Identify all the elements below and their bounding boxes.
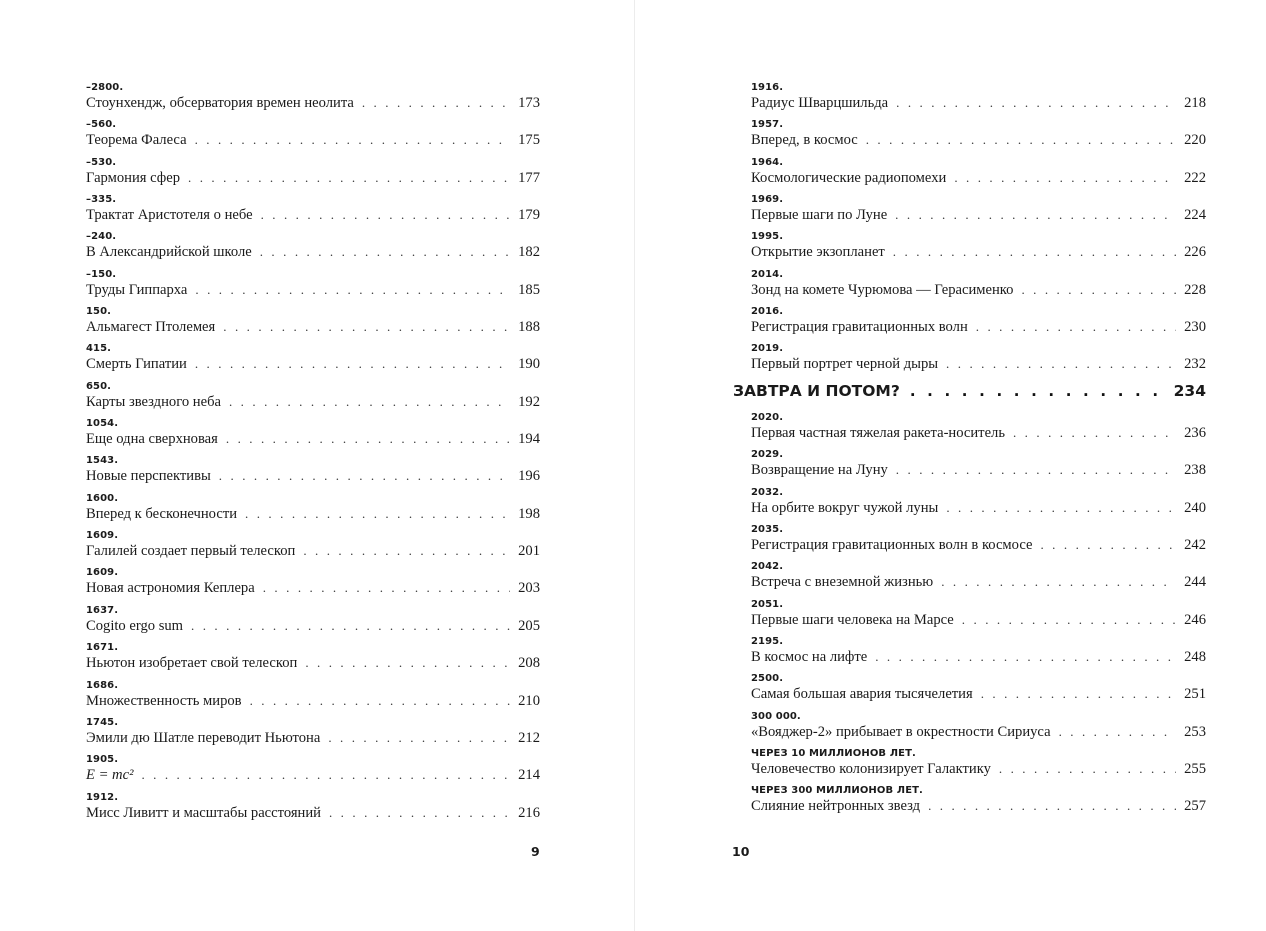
toc-entry-title: Космологические радиопомехи <box>751 169 947 186</box>
toc-entry-page: 182 <box>518 244 540 261</box>
toc-entry-year: 2042. <box>751 561 784 573</box>
toc-entry[interactable] <box>86 565 540 602</box>
toc-entry[interactable] <box>86 603 540 640</box>
toc-entry[interactable] <box>751 80 1206 117</box>
dot-leader <box>219 466 510 485</box>
dot-leader <box>1021 280 1176 299</box>
toc-entry-page: 203 <box>518 580 540 597</box>
dot-leader <box>895 205 1176 224</box>
dot-leader <box>263 578 510 597</box>
toc-entry-title: Галилей создает первый телескоп <box>86 543 296 560</box>
toc-entry-year: 415. <box>86 343 112 355</box>
toc-entry-page: 205 <box>518 617 540 634</box>
toc-entry[interactable] <box>751 559 1206 596</box>
toc-entry-year: –530. <box>86 156 117 168</box>
toc-entry[interactable] <box>86 790 540 827</box>
toc-entry-page: 230 <box>1184 319 1206 336</box>
toc-entry-year: 1957. <box>751 119 784 131</box>
toc-entry-year: 1600. <box>86 492 119 504</box>
toc-entry-page: 232 <box>1184 356 1206 373</box>
toc-entry-page: 210 <box>518 692 540 709</box>
toc-entry-title: На орбите вокруг чужой луны <box>751 499 939 516</box>
toc-entry-year: 2500. <box>751 673 784 685</box>
toc-entry-title: Альмагест Птолемея <box>86 319 216 336</box>
toc-entry[interactable] <box>86 80 540 117</box>
toc-entry-page: 255 <box>1184 761 1206 778</box>
toc-entry-year: 1671. <box>86 642 119 654</box>
dot-leader <box>250 691 511 710</box>
toc-entry-page: 190 <box>518 356 540 373</box>
toc-entry[interactable] <box>751 634 1206 671</box>
section-heading[interactable] <box>733 380 1206 402</box>
toc-entry-title: Новая астрономия Кеплера <box>86 580 255 597</box>
toc-entry-page: 242 <box>1184 537 1206 554</box>
toc-list-left <box>86 80 540 827</box>
toc-entry[interactable] <box>86 416 540 453</box>
toc-entry-page: 222 <box>1184 169 1206 186</box>
toc-entry-year: 1609. <box>86 567 119 579</box>
dot-leader <box>946 498 1176 517</box>
toc-entry-year: –2800. <box>86 82 124 93</box>
toc-entry-page: 226 <box>1184 244 1206 261</box>
toc-entry-title: Новые перспективы <box>86 468 211 485</box>
toc-entry-page: 253 <box>1184 723 1206 740</box>
toc-entry[interactable] <box>751 746 1206 783</box>
toc-entry-year: 1969. <box>751 194 784 206</box>
toc-entry-page: 198 <box>518 505 540 522</box>
toc-entry-title: В космос на лифте <box>751 649 868 666</box>
toc-entry-year: 1964. <box>751 156 784 168</box>
toc-entry-title: Встреча с внеземной жизнью <box>751 574 934 591</box>
toc-entry-title: Гармония сфер <box>86 169 181 186</box>
toc-entry-title: Вперед, в космос <box>751 132 858 149</box>
toc-entry-year: 1609. <box>86 530 119 542</box>
toc-entry-page: 192 <box>518 393 540 410</box>
toc-entry-page: 177 <box>518 169 540 186</box>
toc-list-right-after <box>751 410 1206 821</box>
toc-entry-year: 2035. <box>751 524 784 536</box>
toc-entry-year: 1637. <box>86 604 119 616</box>
dot-leader <box>875 647 1176 666</box>
toc-entry[interactable] <box>751 597 1206 634</box>
toc-entry-year: 300 000. <box>751 710 801 722</box>
toc-entry[interactable] <box>751 671 1206 708</box>
toc-entry-title: Слияние нейтронных звезд <box>751 798 921 815</box>
dot-leader <box>329 803 510 822</box>
toc-entry-year: –335. <box>86 194 117 206</box>
toc-entry-page: 194 <box>518 431 540 448</box>
toc-entry-year: 2029. <box>751 449 784 461</box>
toc-entry[interactable] <box>86 341 540 378</box>
toc-entry-title: Множественность миров <box>86 692 242 709</box>
toc-entry-title: Радиус Шварцшильда <box>751 95 889 111</box>
toc-entry[interactable] <box>751 267 1206 304</box>
toc-entry-year: –240. <box>86 231 117 243</box>
page-number-right: 10 <box>732 844 750 859</box>
toc-entry-title: Ньютон изобретает свой телескоп <box>86 655 298 672</box>
toc-entry[interactable] <box>86 528 540 565</box>
toc-entry-year: 1995. <box>751 231 784 243</box>
toc-entry[interactable] <box>751 447 1206 484</box>
toc-entry[interactable] <box>751 783 1206 820</box>
dot-leader <box>1013 423 1176 442</box>
toc-entry-page: 218 <box>1184 95 1206 111</box>
dot-leader <box>260 242 510 261</box>
toc-entry-title: Человечество колонизирует Галактику <box>751 761 991 778</box>
toc-entry-year: 1543. <box>86 455 119 467</box>
dot-leader <box>188 168 510 187</box>
toc-entry-page: 196 <box>518 468 540 485</box>
dot-leader <box>245 504 510 523</box>
toc-entry-title: Первые шаги человека на Марсе <box>751 611 954 628</box>
toc-entry[interactable] <box>86 379 540 416</box>
dot-leader <box>362 93 510 112</box>
toc-entry-title: Cogito ergo sum <box>86 617 184 634</box>
toc-entry[interactable] <box>751 117 1206 154</box>
toc-entry-page: 228 <box>1184 281 1206 298</box>
section-heading-page: 234 <box>1173 382 1206 400</box>
toc-entry-page: 236 <box>1184 425 1206 441</box>
toc-entry-page: 251 <box>1184 686 1206 703</box>
toc-entry-title: Зонд на комете Чурюмова — Герасименко <box>751 281 1014 298</box>
toc-entry-title: Первый портрет черной дыры <box>751 356 939 373</box>
toc-entry-year: 2032. <box>751 486 784 498</box>
toc-entry-page: 224 <box>1184 207 1206 224</box>
section-heading-title: ЗАВТРА И ПОТОМ? <box>733 382 900 400</box>
dot-leader <box>229 392 510 411</box>
dot-leader <box>328 728 510 747</box>
toc-entry-title: Мисс Ливитт и масштабы расстояний <box>86 804 321 821</box>
toc-entry[interactable] <box>751 709 1206 746</box>
toc-entry-year: 650. <box>86 380 112 392</box>
toc-entry-year: 1916. <box>751 82 784 93</box>
toc-entry[interactable] <box>86 229 540 266</box>
toc-entry-year: –560. <box>86 119 117 131</box>
toc-entry-year: 2014. <box>751 268 784 280</box>
toc-entry-title: Первая частная тяжелая ракета-носитель <box>751 425 1005 441</box>
toc-entry-page: 220 <box>1184 132 1206 149</box>
toc-entry-title: В Александрийской школе <box>86 244 252 261</box>
toc-entry-title: E = mc² <box>86 767 134 784</box>
toc-entry[interactable] <box>86 304 540 341</box>
toc-entry-page: 188 <box>518 319 540 336</box>
toc-entry-page: 240 <box>1184 499 1206 516</box>
toc-entry-year: –150. <box>86 268 117 280</box>
dot-leader <box>999 759 1176 778</box>
toc-entry-year: 1905. <box>86 754 119 766</box>
dot-leader <box>141 765 510 784</box>
dot-leader <box>962 610 1176 629</box>
toc-list-right-before <box>751 80 1206 379</box>
dot-leader <box>893 242 1176 261</box>
toc-entry[interactable] <box>86 715 540 752</box>
toc-entry-page: 216 <box>518 804 540 821</box>
dot-leader <box>866 130 1176 149</box>
dot-leader <box>896 460 1176 479</box>
toc-entry[interactable] <box>751 522 1206 559</box>
toc-entry-title: «Вояджер-2» прибывает в окрестности Сириуса <box>751 723 1051 740</box>
toc-entry-year: 1054. <box>86 418 119 430</box>
toc-entry[interactable] <box>751 155 1206 192</box>
page-number-left: 9 <box>531 844 540 859</box>
toc-entry[interactable] <box>86 155 540 192</box>
toc-entry[interactable] <box>751 485 1206 522</box>
toc-entry-title: Карты звездного неба <box>86 393 221 410</box>
dot-leader <box>303 541 510 560</box>
toc-entry-year: ЧЕРЕЗ 10 МИЛЛИОНОВ ЛЕТ. <box>751 748 916 760</box>
toc-entry[interactable] <box>751 229 1206 266</box>
dot-leader <box>928 796 1176 815</box>
toc-entry-year: 1686. <box>86 679 119 691</box>
toc-entry-title: Теорема Фалеса <box>86 132 187 149</box>
toc-entry[interactable] <box>86 491 540 528</box>
toc-entry-title: Трактат Аристотеля о небе <box>86 207 253 224</box>
toc-entry-page: 201 <box>518 543 540 560</box>
dot-leader <box>195 280 510 299</box>
dot-leader <box>223 317 510 336</box>
dot-leader <box>946 354 1176 373</box>
dot-leader <box>195 354 510 373</box>
toc-entry[interactable] <box>751 410 1206 447</box>
toc-entry-page: 238 <box>1184 462 1206 479</box>
toc-entry-title: Эмили дю Шатле переводит Ньютона <box>86 729 321 746</box>
dot-leader <box>1059 722 1177 741</box>
toc-entry-title: Открытие экзопланет <box>751 244 885 261</box>
toc-entry-title: Труды Гиппарха <box>86 281 188 298</box>
toc-entry-year: ЧЕРЕЗ 300 МИЛЛИОНОВ ЛЕТ. <box>751 785 923 797</box>
toc-entry[interactable] <box>86 752 540 789</box>
toc-entry-year: 2020. <box>751 412 784 423</box>
toc-entry-title: Вперед к бесконечности <box>86 505 238 522</box>
toc-entry-page: 173 <box>518 95 540 111</box>
toc-entry-page: 208 <box>518 655 540 672</box>
toc-entry[interactable] <box>86 192 540 229</box>
dot-leader <box>976 317 1176 336</box>
toc-entry[interactable] <box>86 678 540 715</box>
dot-leader <box>261 205 511 224</box>
toc-entry-year: 2016. <box>751 306 784 318</box>
right-page <box>635 0 1266 931</box>
toc-entry-page: 257 <box>1184 798 1206 815</box>
toc-entry-page: 175 <box>518 132 540 149</box>
toc-entry-page: 212 <box>518 729 540 746</box>
toc-entry-year: 1745. <box>86 716 119 728</box>
dot-leader <box>305 653 510 672</box>
dot-leader <box>1040 535 1176 554</box>
toc-entry-title: Еще одна сверхновая <box>86 431 218 448</box>
toc-entry-title: Стоунхендж, обсерватория времен неолита <box>86 95 354 111</box>
toc-entry-title: Смерть Гипатии <box>86 356 187 373</box>
dot-leader <box>896 93 1176 112</box>
dot-leader <box>954 168 1176 187</box>
dot-leader <box>191 616 510 635</box>
toc-entry-page: 246 <box>1184 611 1206 628</box>
dot-leader <box>941 572 1176 591</box>
toc-entry[interactable] <box>86 117 540 154</box>
toc-entry-year: 2195. <box>751 636 784 648</box>
toc-entry-title: Возвращение на Луну <box>751 462 888 479</box>
dot-leader <box>981 684 1176 703</box>
toc-entry-title: Регистрация гравитационных волн <box>751 319 968 336</box>
toc-entry[interactable] <box>86 453 540 490</box>
toc-entry-title: Первые шаги по Луне <box>751 207 888 224</box>
toc-entry-year: 150. <box>86 306 112 318</box>
toc-entry-year: 2019. <box>751 343 784 355</box>
toc-entry-page: 214 <box>518 767 540 784</box>
dot-leader <box>195 130 511 149</box>
toc-entry-page: 185 <box>518 281 540 298</box>
toc-entry[interactable] <box>751 192 1206 229</box>
toc-entry[interactable] <box>751 341 1206 378</box>
toc-entry-title: Самая большая авария тысячелетия <box>751 686 973 703</box>
toc-entry-page: 248 <box>1184 649 1206 666</box>
toc-entry-year: 1912. <box>86 791 119 803</box>
toc-entry-page: 244 <box>1184 574 1206 591</box>
toc-entry[interactable] <box>86 640 540 677</box>
toc-entry-title: Регистрация гравитационных волн в космосе <box>751 537 1033 554</box>
toc-entry-page: 179 <box>518 207 540 224</box>
toc-entry[interactable] <box>86 267 540 304</box>
toc-entry-year: 2051. <box>751 598 784 610</box>
dot-leader <box>910 380 1164 402</box>
dot-leader <box>226 429 510 448</box>
toc-entry[interactable] <box>751 304 1206 341</box>
